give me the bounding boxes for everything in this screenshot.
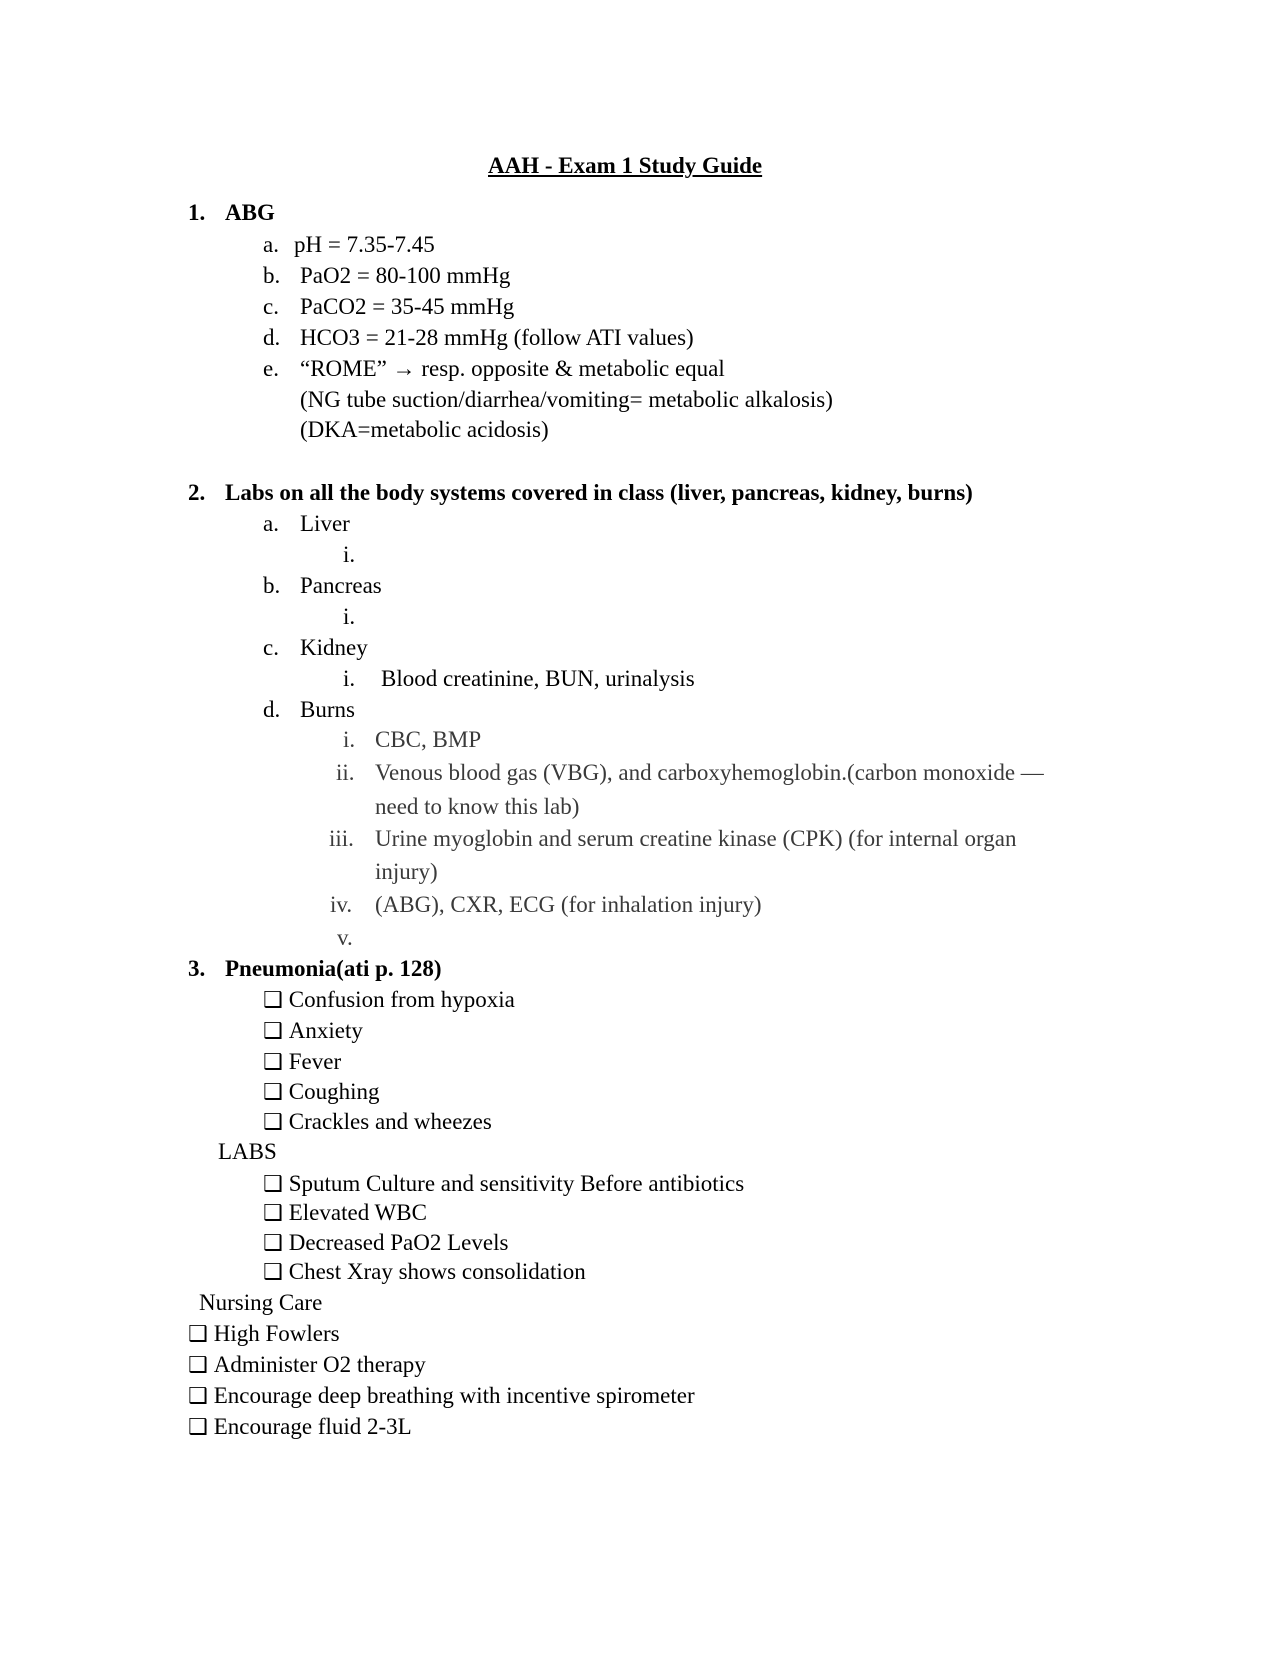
list-item: “ROME” → resp. opposite & metabolic equal bbox=[300, 356, 725, 381]
list-item-continuation: need to know this lab) bbox=[375, 794, 580, 819]
checkbox-icon: ❑ bbox=[263, 988, 283, 1013]
checklist-label: Administer O2 therapy bbox=[213, 1352, 426, 1377]
section-heading: ABG bbox=[225, 200, 275, 225]
checklist-label: Chest Xray shows consolidation bbox=[288, 1259, 586, 1284]
list-marker: c. bbox=[263, 294, 279, 319]
checkbox-icon: ❑ bbox=[188, 1384, 208, 1409]
checkbox-icon: ❑ bbox=[188, 1415, 208, 1440]
checklist-label: High Fowlers bbox=[213, 1321, 340, 1346]
list-marker: a. bbox=[263, 511, 279, 536]
section-number: 1. bbox=[188, 200, 206, 225]
list-item: (ABG), CXR, ECG (for inhalation injury) bbox=[375, 892, 762, 917]
list-marker: e. bbox=[263, 356, 279, 381]
list-item: CBC, BMP bbox=[375, 727, 482, 752]
list-marker: a. bbox=[263, 232, 279, 257]
checklist-item bbox=[263, 1019, 363, 1043]
checklist-item bbox=[188, 1322, 340, 1346]
list-item: Urine myoglobin and serum creatine kinase (CPK) (for internal organ bbox=[375, 826, 1017, 851]
section-heading: Labs on all the body systems covered in class (liver, pancreas, kidney, burns) bbox=[225, 480, 973, 505]
checklist-label: Encourage fluid 2-3L bbox=[213, 1414, 412, 1439]
list-marker: iv. bbox=[330, 892, 353, 917]
checklist-label: Crackles and wheezes bbox=[288, 1109, 492, 1134]
list-marker: d. bbox=[263, 325, 281, 350]
list-item: PaCO2 = 35-45 mmHg bbox=[300, 294, 515, 319]
nursing-care-label: Nursing Care bbox=[199, 1290, 323, 1315]
section-heading: Pneumonia(ati p. 128) bbox=[225, 956, 442, 981]
list-marker: b. bbox=[263, 263, 281, 288]
subsection-liver: Liver bbox=[300, 511, 350, 536]
list-marker: i. bbox=[343, 604, 356, 629]
note-line: (DKA=metabolic acidosis) bbox=[300, 417, 549, 442]
list-item: pH = 7.35-7.45 bbox=[294, 232, 435, 257]
checkbox-icon: ❑ bbox=[263, 1260, 283, 1285]
checklist-item bbox=[263, 1172, 744, 1196]
checklist-item bbox=[263, 1231, 508, 1255]
list-marker: i. bbox=[343, 542, 356, 567]
list-item-continuation: injury) bbox=[375, 859, 438, 884]
checkbox-icon: ❑ bbox=[263, 1080, 283, 1105]
section-number: 3. bbox=[188, 956, 206, 981]
list-marker: i. bbox=[343, 666, 356, 691]
list-marker: ii. bbox=[336, 760, 355, 785]
checklist-item bbox=[263, 1050, 341, 1074]
checkbox-icon: ❑ bbox=[263, 1019, 283, 1044]
subsection-burns: Burns bbox=[300, 697, 355, 722]
subsection-pancreas: Pancreas bbox=[300, 573, 382, 598]
checkbox-icon: ❑ bbox=[263, 1110, 283, 1135]
checklist-item bbox=[263, 988, 515, 1012]
checklist-item bbox=[263, 1201, 427, 1225]
checklist-item bbox=[263, 1110, 492, 1134]
checklist-label: Anxiety bbox=[288, 1018, 363, 1043]
list-marker: d. bbox=[263, 697, 281, 722]
checklist-label: Decreased PaO2 Levels bbox=[288, 1230, 509, 1255]
checklist-item bbox=[188, 1384, 695, 1408]
page-title: AAH - Exam 1 Study Guide bbox=[488, 153, 763, 178]
list-item: Blood creatinine, BUN, urinalysis bbox=[381, 666, 695, 691]
checkbox-icon: ❑ bbox=[263, 1050, 283, 1075]
labs-label: LABS bbox=[218, 1139, 277, 1164]
checkbox-icon: ❑ bbox=[263, 1201, 283, 1226]
checklist-label: Sputum Culture and sensitivity Before antibiotics bbox=[288, 1171, 745, 1196]
checkbox-icon: ❑ bbox=[188, 1322, 208, 1347]
list-item: HCO3 = 21-28 mmHg (follow ATI values) bbox=[300, 325, 694, 350]
list-marker: c. bbox=[263, 635, 279, 660]
checklist-label: Elevated WBC bbox=[288, 1200, 427, 1225]
subsection-kidney: Kidney bbox=[300, 635, 368, 660]
list-item: PaO2 = 80-100 mmHg bbox=[300, 263, 511, 288]
note-line: (NG tube suction/diarrhea/vomiting= metabolic alkalosis) bbox=[300, 387, 833, 412]
checklist-label: Fever bbox=[288, 1049, 342, 1074]
list-marker: b. bbox=[263, 573, 281, 598]
checklist-item bbox=[188, 1415, 412, 1439]
checkbox-icon: ❑ bbox=[263, 1172, 283, 1197]
list-item: Venous blood gas (VBG), and carboxyhemoglobin.(carbon monoxide — bbox=[375, 760, 1044, 785]
checklist-label: Coughing bbox=[288, 1079, 380, 1104]
checklist-label: Confusion from hypoxia bbox=[288, 987, 515, 1012]
checkbox-icon: ❑ bbox=[188, 1353, 208, 1378]
checklist-label: Encourage deep breathing with incentive spirometer bbox=[213, 1383, 695, 1408]
checklist-item bbox=[263, 1260, 586, 1284]
checklist-item bbox=[263, 1080, 379, 1104]
checkbox-icon: ❑ bbox=[263, 1231, 283, 1256]
list-marker: v. bbox=[337, 925, 353, 950]
section-number: 2. bbox=[188, 480, 206, 505]
list-marker: i. bbox=[343, 727, 356, 752]
list-marker: iii. bbox=[329, 826, 354, 851]
checklist-item bbox=[188, 1353, 426, 1377]
